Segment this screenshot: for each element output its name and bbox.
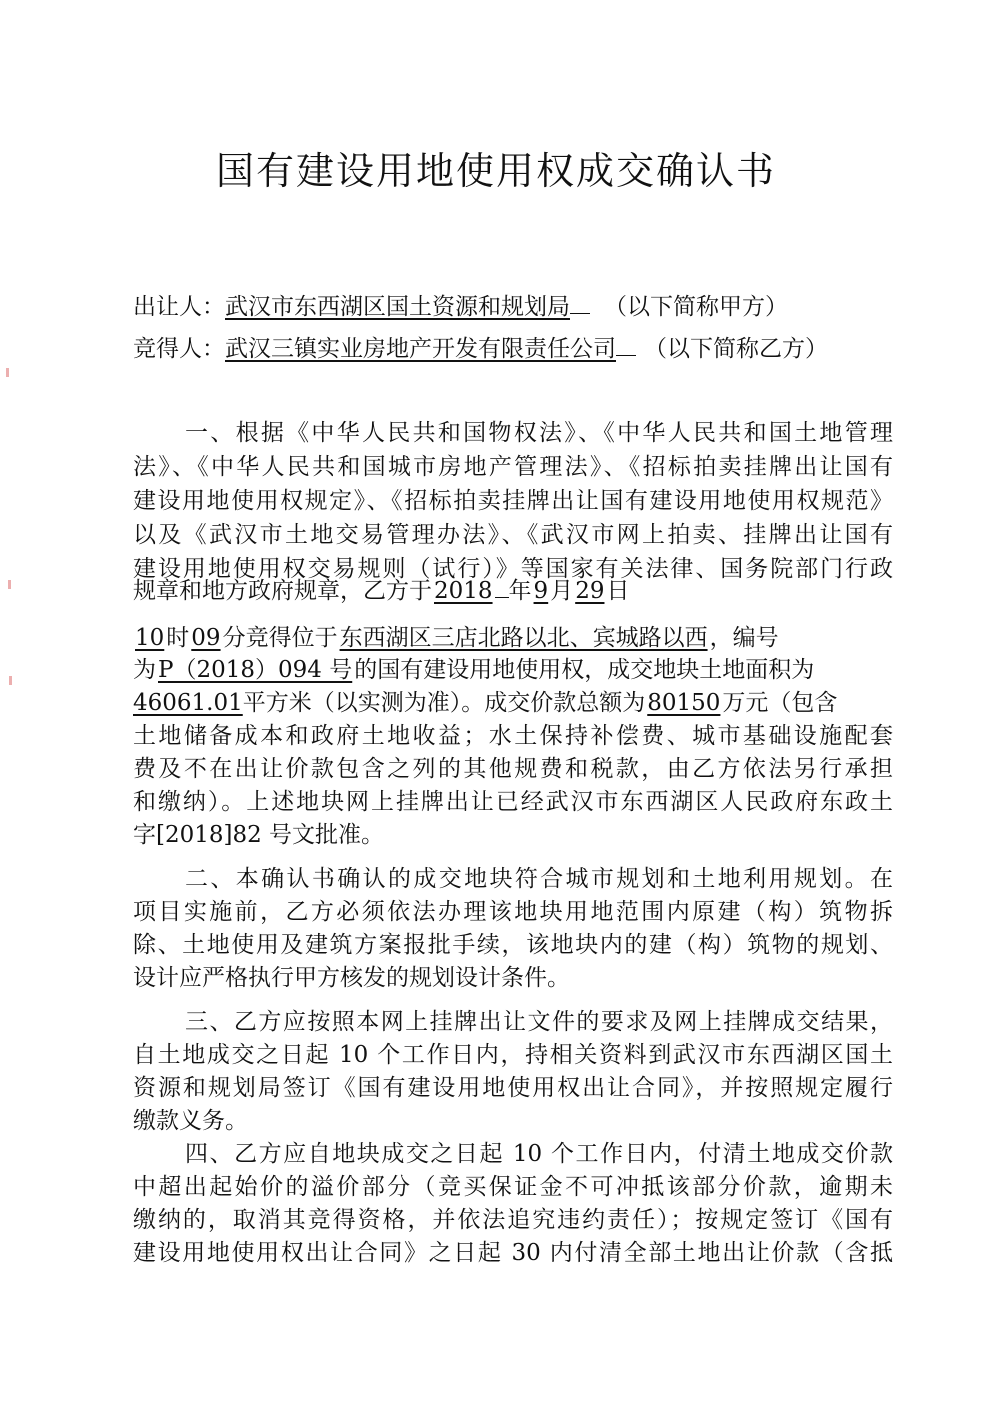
total-price: 80150 xyxy=(647,690,721,716)
p2-line-2: 项目实施前，乙方必须依法办理该地块用地范围内原建（构）筑物拆 xyxy=(133,899,893,925)
scan-mark xyxy=(6,368,9,377)
p4-line-2: 中超出起始价的溢价部分（竞买保证金不可冲抵该部分价款，逾期未 xyxy=(133,1174,893,1200)
p1-line-2: 法》、《中华人民共和国城市房地产管理法》、《招标拍卖挂牌出让国有 xyxy=(133,454,893,480)
time-minute: 09 xyxy=(191,625,221,651)
p1-line-8 xyxy=(133,651,814,684)
p1-line-7 xyxy=(133,619,779,652)
p1-line-5: 建设用地使用权交易规则（试行）》等国家有关法律、国务院部门行政 xyxy=(133,556,893,582)
month-unit: 月 xyxy=(550,578,574,604)
winner-note: （以下简称乙方） xyxy=(644,336,828,362)
transferor-label: 出让人： xyxy=(133,294,225,320)
year-unit: 年 xyxy=(508,578,532,604)
p3-line-1: 三、乙方应按照本网上挂牌出让文件的要求及网上挂牌成交结果， xyxy=(185,1009,893,1035)
p1-line-9 xyxy=(133,684,837,717)
p1-line-11: 费及不在出让价款包含之列的其他规费和税款，由乙方依法另行承担 xyxy=(133,756,893,782)
number-intro: ，编号 xyxy=(709,625,779,651)
p1-line-1: 一、根据《中华人民共和国物权法》、《中华人民共和国土地管理 xyxy=(185,420,893,446)
p4-line-4: 建设用地使用权出让合同》之日起 30 内付清全部土地出让价款（含抵 xyxy=(133,1240,893,1266)
date-month: 9 xyxy=(533,578,549,604)
transferor-line xyxy=(133,288,788,321)
number-label: 为 xyxy=(133,657,156,683)
time-hour: 10 xyxy=(135,625,165,651)
parcel-location: 东西湖区三店北路以北、宾城路以西 xyxy=(339,625,708,651)
p1-line-4: 以及《武汉市土地交易管理办法》、《武汉市网上拍卖、挂牌出让国有 xyxy=(133,522,893,548)
p1-line-12: 和缴纳）。上述地块网上挂牌出让已经武汉市东西湖区人民政府东政土 xyxy=(133,789,893,815)
price-unit: 万元（包含 xyxy=(722,690,838,716)
p2-line-3: 除、土地使用及建筑方案报批手续，该地块内的建（构）筑物的规划、 xyxy=(133,932,893,958)
p3-line-2: 自土地成交之日起 10 个工作日内，持相关资料到武汉市东西湖区国土 xyxy=(133,1042,893,1068)
p1-line-10: 土地储备成本和政府土地收益；水土保持补偿费、城市基础设施配套 xyxy=(133,723,893,749)
hour-unit: 时 xyxy=(166,625,190,651)
parcel-number: P（2018）094 号 xyxy=(158,657,353,683)
transferor-name: 武汉市东西湖区国土资源和规划局 xyxy=(225,294,570,320)
transferor-note: （以下简称甲方） xyxy=(604,294,788,320)
date-year: 2018 xyxy=(434,578,493,604)
p4-line-3: 缴纳的，取消其竞得资格，并依法追究违约责任）；按规定签订《国有 xyxy=(133,1207,893,1233)
winner-line xyxy=(133,330,828,363)
p3-line-3: 资源和规划局签订《国有建设用地使用权出让合同》，并按照规定履行 xyxy=(133,1075,893,1101)
p1-line-3: 建设用地使用权规定》、《招标拍卖挂牌出让国有建设用地使用权规范》 xyxy=(133,488,893,514)
scan-mark xyxy=(9,676,12,685)
winner-label: 竞得人： xyxy=(133,336,225,362)
p2-line-1: 二、本确认书确认的成交地块符合城市规划和土地利用规划。在 xyxy=(185,866,893,892)
p3-line-4: 缴款义务。 xyxy=(133,1108,248,1134)
price-intro: 平方米（以实测为准）。成交价款总额为 xyxy=(242,690,646,716)
minute-unit: 分竞得位于 xyxy=(222,625,338,651)
day-unit: 日 xyxy=(606,578,630,604)
p1-line-13: 字[2018]82 号文批准。 xyxy=(133,822,385,848)
p4-line-1: 四、乙方应自地块成交之日起 10 个工作日内，付清土地成交价款 xyxy=(185,1141,893,1167)
p2-line-4: 设计应严格执行甲方核发的规划设计条件。 xyxy=(133,965,570,991)
winner-name: 武汉三镇实业房地产开发有限责任公司 xyxy=(225,336,616,362)
p1-line-6 xyxy=(133,572,629,605)
date-day: 29 xyxy=(575,578,605,604)
document-title: 国有建设用地使用权成交确认书 xyxy=(215,149,776,193)
area-intro: 的国有建设用地使用权，成交地块土地面积为 xyxy=(354,657,815,683)
date-intro: 规章和地方政府规章，乙方于 xyxy=(133,578,432,604)
scan-mark xyxy=(8,580,11,589)
parcel-area: 46061.01 xyxy=(133,690,243,716)
